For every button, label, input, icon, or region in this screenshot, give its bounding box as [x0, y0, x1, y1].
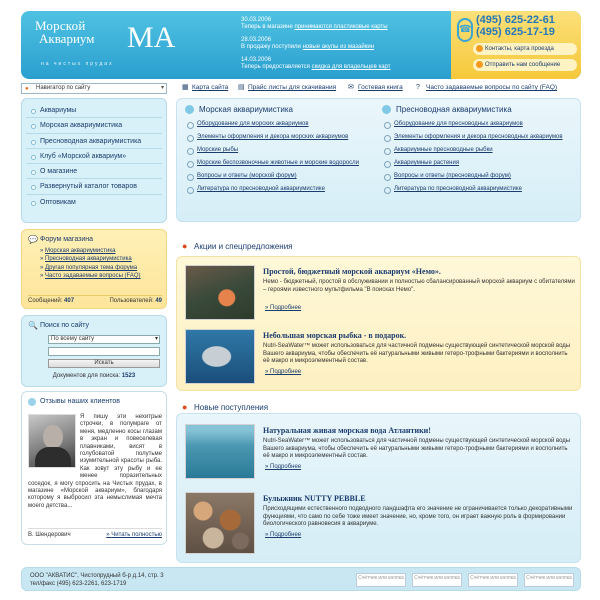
- reviews-icon: [28, 398, 36, 406]
- list-item: [382, 134, 577, 141]
- promo-item-title[interactable]: Простой, бюджетный морской аквариум «Немо».: [263, 267, 441, 276]
- logo-line1: Морской: [35, 18, 86, 33]
- sidebar-menu: [21, 98, 167, 223]
- messages-count: 407: [64, 298, 75, 304]
- arrivals-icon: ●: [182, 402, 188, 412]
- guestbook-icon: ✉: [348, 84, 354, 91]
- catalog-link[interactable]: Литература по пресноводной аквариумистике: [394, 186, 522, 192]
- arrival-item-title[interactable]: Натуральная живая морская вода Атлантики!: [263, 426, 431, 435]
- read-full-link[interactable]: » Читать полностью: [106, 532, 162, 538]
- sitemap-label: Карта сайта: [192, 84, 229, 91]
- search-input[interactable]: [48, 347, 160, 356]
- site-footer: [21, 567, 581, 591]
- top-links: [182, 84, 582, 94]
- catalog-link[interactable]: Морские беспозвоночные животные и морские водоросли: [197, 160, 359, 166]
- list-item: [40, 264, 160, 272]
- list-item: [382, 147, 577, 154]
- send-message-label: Отправить нам сообщение: [485, 62, 561, 68]
- faq-label: Часто задаваемые вопросы по сайту (FAQ): [426, 84, 558, 91]
- list-item: [40, 247, 160, 255]
- fresh-list: [382, 121, 577, 193]
- arrow-icon: [476, 61, 483, 68]
- sidebar-item-wholesale[interactable]: Оптовикам: [26, 195, 162, 210]
- search-scope-value: По всему сайту: [51, 336, 95, 342]
- search-title-text: Поиск по сайту: [40, 322, 90, 329]
- reviews-box: [21, 391, 167, 545]
- marine-column: [185, 105, 380, 199]
- phone-1: (495) 625-22-61: [476, 14, 555, 26]
- list-item: [185, 186, 380, 193]
- list-item: [382, 173, 577, 180]
- pebble-image[interactable]: [185, 492, 255, 554]
- navigator-icon: ●: [25, 86, 29, 92]
- navigator-label: Навигатор по сайту: [36, 85, 91, 91]
- site-header: [21, 11, 581, 79]
- reviews-title-text: Отзывы наших клиентов: [40, 398, 120, 405]
- reviewer-photo: [28, 414, 76, 468]
- catalog-link[interactable]: Оборудование для морских аквариумов: [197, 121, 309, 127]
- list-item: [40, 255, 160, 263]
- news-date: 28.03.2006: [241, 37, 272, 43]
- sidebar-item-club[interactable]: Клуб «Морской аквариум»: [26, 149, 162, 164]
- promo-icon: ●: [182, 241, 188, 251]
- promo-more-link[interactable]: » Подробнее: [265, 305, 301, 311]
- arrow-icon: [476, 45, 483, 52]
- sidebar-item-freshwater[interactable]: Пресноводная аквариумистика: [26, 134, 162, 149]
- docs-count: 1523: [121, 373, 136, 379]
- pricelists-link[interactable]: [238, 84, 336, 91]
- clownfish-image[interactable]: [185, 265, 255, 320]
- forum-link[interactable]: Часто задаваемые вопросы (FAQ): [45, 273, 141, 280]
- catalog-link[interactable]: Аквариумные пресноводные рыбки: [394, 147, 493, 153]
- forum-title-text: Форум магазина: [40, 236, 94, 243]
- news-link[interactable]: новые акулы из мазайкин: [302, 44, 375, 50]
- list-item: [185, 147, 380, 154]
- site-logo[interactable]: [35, 18, 176, 67]
- promo-item: [185, 265, 575, 323]
- shark-image[interactable]: [185, 329, 255, 384]
- promo-item-desc: Немо - бюджетный, простой в обслуживании и полностью сбалансированный морской аквариум с обитателями – героями известного мультфильма "В поисках Немо".: [263, 279, 575, 293]
- news-link[interactable]: скидка для владельцев карт: [311, 64, 391, 70]
- forum-title: [28, 235, 160, 245]
- counter-button[interactable]: Счётчик или кнопка: [356, 573, 406, 587]
- list-item: [382, 121, 577, 128]
- sea-water-image[interactable]: [185, 424, 255, 479]
- fresh-title[interactable]: [382, 105, 577, 117]
- news-item: [241, 57, 441, 71]
- contacts-button-label: Контакты, карта проезда: [485, 46, 554, 52]
- users-count: 49: [155, 298, 162, 304]
- catalog-link[interactable]: Элементы оформления и декора морских аквариумов: [197, 134, 349, 140]
- forum-box: [21, 229, 167, 309]
- faq-icon: ?: [416, 84, 420, 91]
- forum-link[interactable]: Другая популярная тема форума: [45, 264, 138, 271]
- forum-link[interactable]: Пресноводная аквариумистика: [45, 256, 132, 263]
- send-message-button[interactable]: [473, 59, 577, 71]
- sitemap-link[interactable]: [182, 84, 228, 91]
- catalog-link[interactable]: Элементы оформления и декора пресноводных аквариумов: [394, 134, 563, 140]
- users-label: Пользователей:: [109, 298, 154, 304]
- arrivals-heading-text: Новые поступления: [194, 403, 269, 412]
- phone-2: (495) 625-17-19: [476, 26, 555, 38]
- news-text: В продажу поступили: [241, 44, 301, 50]
- download-icon: ▤: [238, 84, 245, 91]
- chevron-down-icon: ▾: [160, 85, 164, 91]
- forum-list: [28, 247, 160, 281]
- search-button[interactable]: Искать: [48, 359, 160, 368]
- list-item: [185, 160, 380, 167]
- sidebar-item-about[interactable]: О магазине: [26, 164, 162, 179]
- logo-line2: Аквариум: [39, 31, 95, 46]
- header-news: [241, 17, 441, 77]
- forum-stats: [28, 295, 162, 304]
- phone-icon: ☎: [457, 18, 473, 42]
- arrival-more-link[interactable]: » Подробнее: [265, 532, 301, 538]
- arrival-more-link[interactable]: » Подробнее: [265, 464, 301, 470]
- news-date: 14.03.2006: [241, 57, 272, 63]
- footer-line2: тел/факс (495) 623-2261, 623-1719: [30, 581, 127, 587]
- counter-button[interactable]: Счётчик или кнопка: [524, 573, 574, 587]
- news-date: 30.03.2006: [241, 17, 272, 23]
- arrivals-section: [176, 413, 581, 563]
- promo-item-desc: Nutri-SeaWater™ может использоваться для частичной подмены существующей синтетической морской воды Вашего аквариума, чтобы обеспечить её натуральными живыми гетеро-трофными бактериями и восполнить её макро и микроэлементный состав.: [263, 343, 571, 364]
- search-icon: 🔍: [28, 321, 38, 330]
- search-docs-count: [28, 373, 160, 379]
- fresh-icon: [382, 105, 391, 114]
- marine-list: [185, 121, 380, 193]
- sidebar-item-aquariums[interactable]: Аквариумы: [26, 103, 162, 118]
- list-item: [382, 160, 577, 167]
- docs-label: Документов для поиска:: [52, 373, 121, 379]
- marine-icon: [185, 105, 194, 114]
- review-footer: [28, 528, 162, 538]
- logo-mark: MA: [127, 21, 176, 54]
- users-stat: [109, 298, 162, 304]
- news-text: Теперь в магазине: [241, 24, 293, 30]
- chevron-down-icon: ▾: [154, 336, 158, 342]
- arrival-item: [185, 424, 575, 482]
- faq-link[interactable]: [416, 84, 557, 91]
- promo-item: [185, 329, 575, 387]
- pricelists-label: Прайс листы для скачивания: [248, 84, 337, 91]
- list-item: [40, 272, 160, 280]
- promo-more-link[interactable]: » Подробнее: [265, 369, 301, 375]
- review-author: В. Шендерович: [28, 532, 71, 538]
- site-navigator-select[interactable]: [21, 83, 167, 94]
- counter-button[interactable]: Счётчик или кнопка: [468, 573, 518, 587]
- phone-numbers: [476, 14, 555, 38]
- list-item: [185, 134, 380, 141]
- catalog-link[interactable]: Вопросы и ответы (морской форум): [197, 173, 297, 179]
- review-text: Я пишу эти нехитрые строчки, в полумраге от меня, медленно косы глазам в экран и повеселевая плавниками, висят в голубоватой полутьме изумительной красоты рыба. Как зовут эту рыбу и ее менее поразительных соседок, я могу спросить на Чистых прудах, в магазине «Морской аквариум», благодаря которому я выбросил эта немыслимая мечта моего детства...: [28, 414, 162, 509]
- catalog-section: [176, 98, 581, 222]
- list-item: [185, 173, 380, 180]
- footer-line1: ООО "АКВАТИС", Чистопрудный б-р д.14, стр. 3: [30, 573, 164, 579]
- guestbook-link[interactable]: [348, 84, 403, 91]
- read-full-label: Читать полностью: [111, 532, 162, 538]
- news-text: Теперь предоставляется: [241, 64, 310, 70]
- sitemap-icon: ▦: [182, 84, 189, 91]
- catalog-link[interactable]: Аквариумные растения: [394, 160, 460, 166]
- forum-icon: 💬: [28, 235, 38, 244]
- marine-title-text: Морская аквариумистика: [199, 105, 293, 114]
- guestbook-label: Гостевая книга: [358, 84, 403, 91]
- list-item: [382, 186, 577, 193]
- search-box: [21, 315, 167, 387]
- footer-address: [30, 572, 164, 588]
- marine-title[interactable]: [185, 105, 380, 117]
- search-scope-select[interactable]: [48, 335, 160, 344]
- list-item: [185, 121, 380, 128]
- catalog-link[interactable]: Литература по пресноводной аквариумистике: [197, 186, 325, 192]
- fresh-title-text: Пресноводная аквариумистика: [396, 105, 512, 114]
- sidebar-item-catalog[interactable]: Развернутый каталог товаров: [26, 179, 162, 194]
- catalog-link[interactable]: Вопросы и ответы (пресноводный форум): [394, 173, 511, 179]
- counter-button[interactable]: Счётчик или кнопка: [412, 573, 462, 587]
- forum-link[interactable]: Морская аквариумистика: [45, 248, 116, 254]
- catalog-link[interactable]: Морские рыбы: [197, 147, 239, 153]
- promo-item-title[interactable]: Небольшая морская рыбка - в подарок.: [263, 331, 407, 340]
- logo-tagline: на чистых прудах: [41, 61, 114, 67]
- contact-box: [451, 11, 581, 79]
- fresh-column: [382, 105, 577, 199]
- arrival-item-desc: Nutri-SeaWater™ может использоваться для частичной подмены существующей синтетической морской воды Вашего аквариума, чтобы обеспечить её натуральными живыми гетеро-трофными бактериями и восполнить её макро и микроэлементный состав.: [263, 438, 571, 459]
- search-title: [28, 321, 160, 331]
- contacts-button[interactable]: [473, 43, 577, 55]
- arrival-item: [185, 492, 575, 554]
- reviews-title: [28, 397, 160, 407]
- messages-label: Сообщений:: [28, 298, 63, 304]
- news-item: [241, 37, 441, 51]
- promo-heading-text: Акции и спецпредложения: [194, 242, 293, 251]
- promo-section: [176, 256, 581, 391]
- news-item: [241, 17, 441, 31]
- news-link[interactable]: принимаются пластиковые карты: [294, 24, 388, 30]
- sidebar-item-marine[interactable]: Морская аквариумистика: [26, 118, 162, 133]
- promo-heading: [182, 242, 293, 254]
- arrival-item-title[interactable]: Булыжник NUTTY PEBBLE: [263, 494, 366, 503]
- catalog-link[interactable]: Оборудование для пресноводных аквариумов: [394, 121, 523, 127]
- arrival-item-desc: Присходящими естественного подводного ландшафта его значение не ограничивается только декоративными функциями, что само по себе тоже имеет значение, но, кроме того, он играет важную роль в формировании биологического равновесия в аквариуме.: [263, 506, 573, 527]
